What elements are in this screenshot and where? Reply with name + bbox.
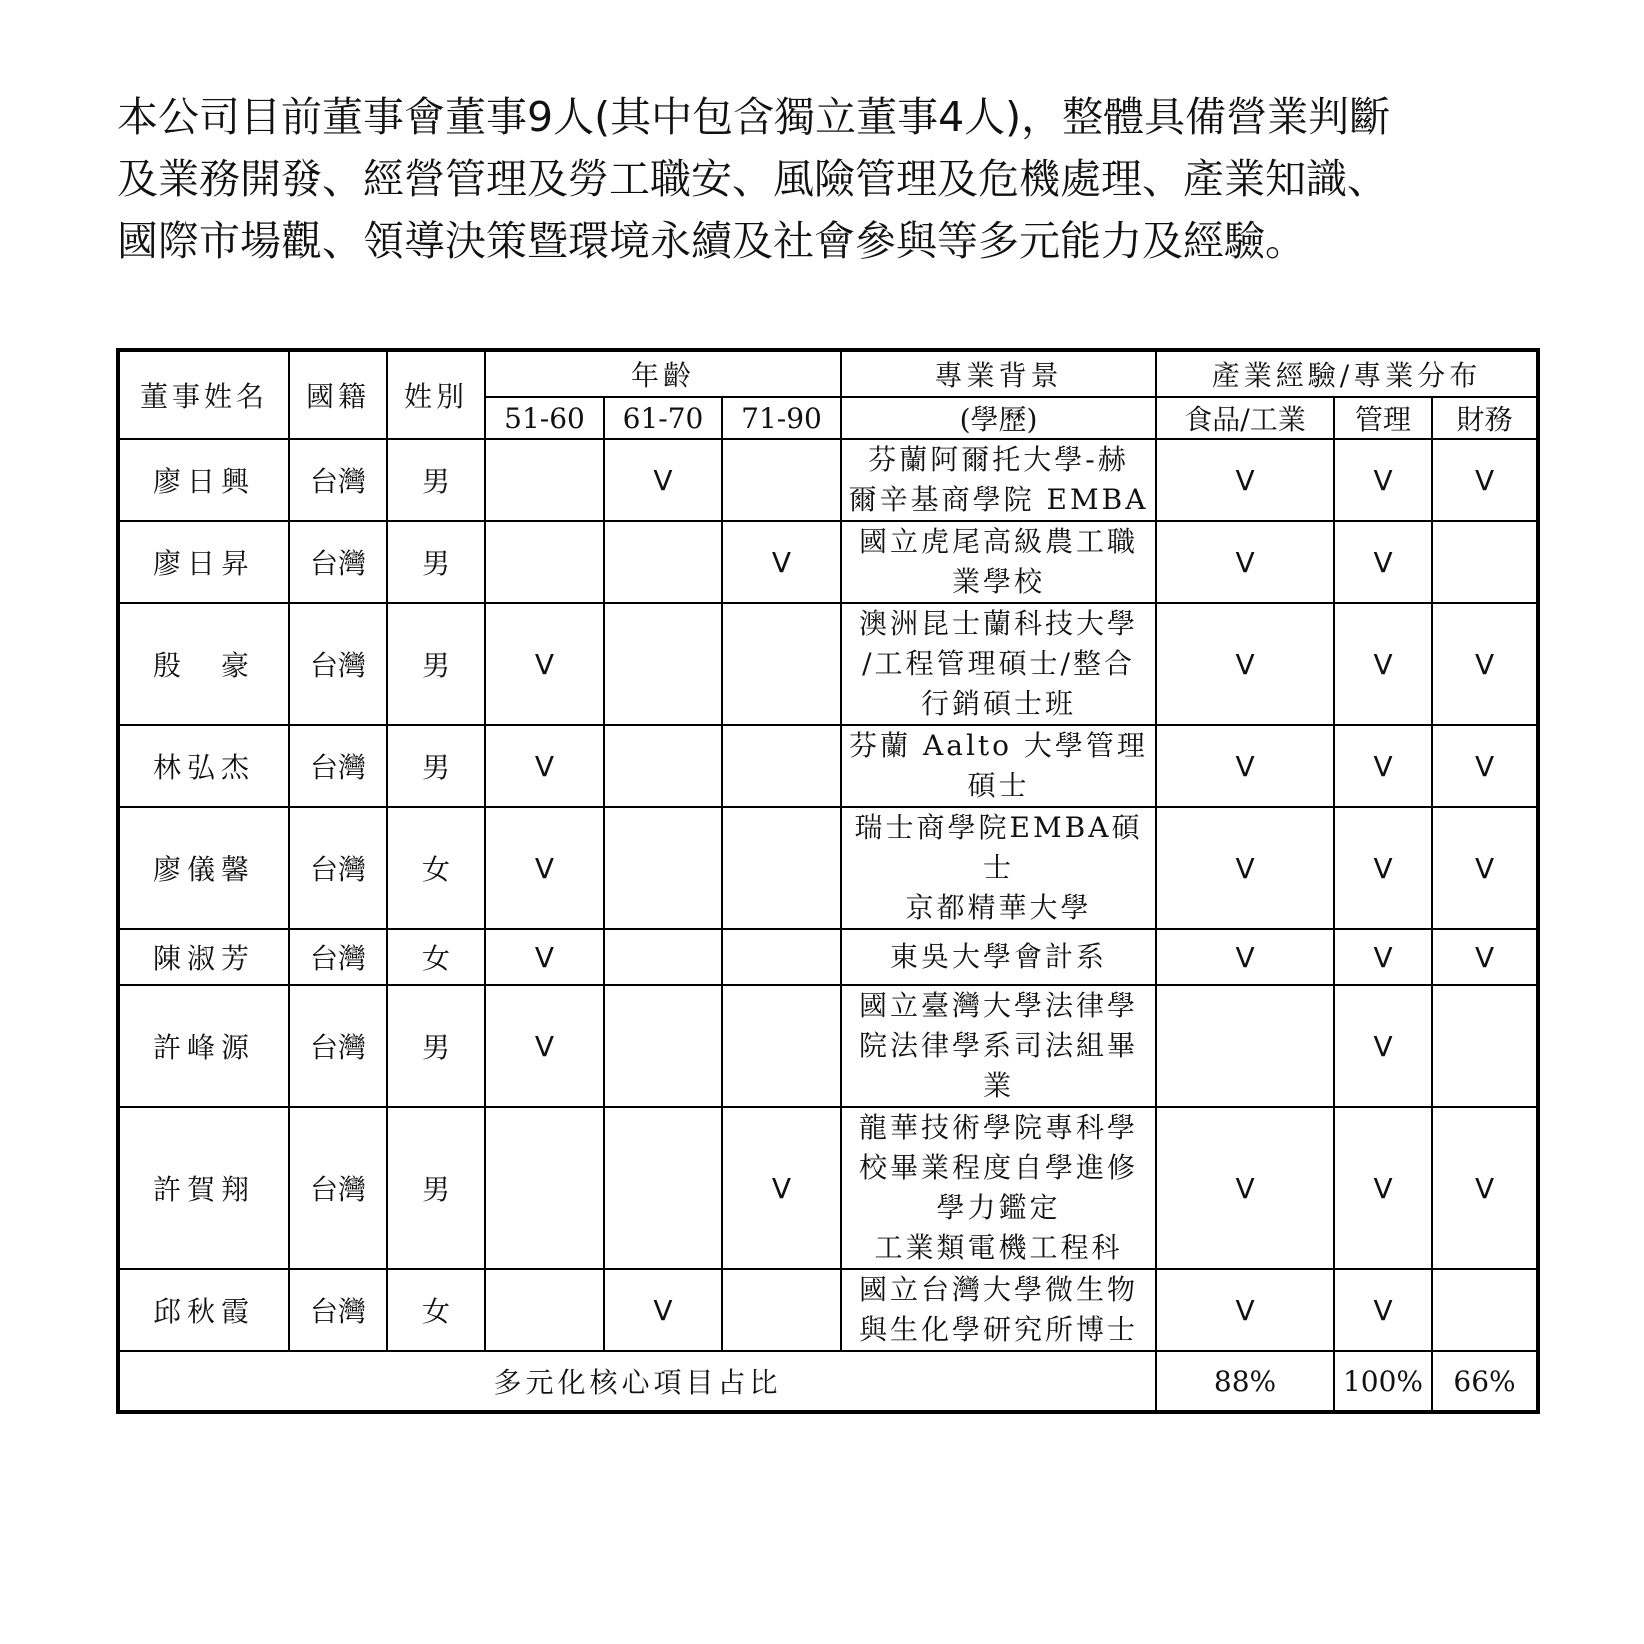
- food-industry-mark: V: [1156, 725, 1334, 807]
- header-management: 管理: [1334, 397, 1432, 439]
- header-gender: 姓別: [387, 350, 485, 439]
- management-mark: V: [1334, 521, 1432, 603]
- age-51-60-mark: V: [485, 807, 604, 929]
- finance-mark: V: [1432, 725, 1538, 807]
- table-row: [118, 725, 1538, 807]
- gender-cell: 男: [387, 521, 485, 603]
- finance-mark: V: [1432, 603, 1538, 725]
- intro-line-3: 國際市場觀、領導決策暨環境永續及社會參與等多元能力及經驗。: [117, 217, 1306, 265]
- age-71-90-mark: [722, 985, 841, 1107]
- age-71-90-mark: V: [722, 1107, 841, 1269]
- age-71-90-mark: [722, 725, 841, 807]
- header-background: 專業背景: [841, 350, 1156, 397]
- nationality-cell: 台灣: [289, 521, 387, 603]
- nationality-cell: 台灣: [289, 1107, 387, 1269]
- director-name: 許峰源: [118, 985, 289, 1107]
- finance-mark: [1432, 1269, 1538, 1351]
- age-61-70-mark: [604, 521, 722, 603]
- header-food-industry: 食品/工業: [1156, 397, 1334, 439]
- intro-line-1: 本公司目前董事會董事9人(其中包含獨立董事4人)，整體具備營業判斷: [117, 93, 1391, 141]
- education-cell: 國立台灣大學微生物 與生化學研究所博士: [841, 1269, 1156, 1351]
- gender-cell: 女: [387, 1269, 485, 1351]
- management-mark: V: [1334, 985, 1432, 1107]
- age-61-70-mark: [604, 807, 722, 929]
- header-background-sub: (學歷): [841, 397, 1156, 439]
- director-name: 邱秋霞: [118, 1269, 289, 1351]
- gender-cell: 男: [387, 439, 485, 521]
- age-51-60-mark: [485, 521, 604, 603]
- header-age-71-90: 71-90: [722, 397, 841, 439]
- age-61-70-mark: V: [604, 439, 722, 521]
- finance-pct: 66%: [1432, 1351, 1538, 1412]
- finance-mark: V: [1432, 1107, 1538, 1269]
- table-row: [118, 521, 1538, 603]
- header-age-51-60: 51-60: [485, 397, 604, 439]
- age-51-60-mark: V: [485, 985, 604, 1107]
- age-71-90-mark: [722, 1269, 841, 1351]
- education-cell: 東吳大學會計系: [841, 929, 1156, 985]
- table-row: [118, 1269, 1538, 1351]
- age-61-70-mark: [604, 985, 722, 1107]
- age-51-60-mark: V: [485, 603, 604, 725]
- age-51-60-mark: V: [485, 725, 604, 807]
- management-mark: V: [1334, 725, 1432, 807]
- food-industry-mark: V: [1156, 1269, 1334, 1351]
- education-cell: 芬蘭阿爾托大學-赫 爾辛基商學院 EMBA: [841, 439, 1156, 521]
- table-row: [118, 985, 1538, 1107]
- food-industry-mark: V: [1156, 1107, 1334, 1269]
- nationality-cell: 台灣: [289, 603, 387, 725]
- age-71-90-mark: [722, 603, 841, 725]
- nationality-cell: 台灣: [289, 929, 387, 985]
- header-experience: 產業經驗/專業分布: [1156, 350, 1538, 397]
- header-age: 年齡: [485, 350, 841, 397]
- food-industry-mark: V: [1156, 807, 1334, 929]
- management-mark: V: [1334, 929, 1432, 985]
- education-cell: 國立虎尾高級農工職 業學校: [841, 521, 1156, 603]
- age-61-70-mark: [604, 929, 722, 985]
- age-71-90-mark: [722, 807, 841, 929]
- director-name: 許賀翔: [118, 1107, 289, 1269]
- age-71-90-mark: [722, 929, 841, 985]
- gender-cell: 男: [387, 725, 485, 807]
- education-cell: 瑞士商學院EMBA碩士 京都精華大學: [841, 807, 1156, 929]
- age-51-60-mark: [485, 1269, 604, 1351]
- food-industry-mark: V: [1156, 521, 1334, 603]
- gender-cell: 男: [387, 603, 485, 725]
- age-51-60-mark: [485, 1107, 604, 1269]
- table-row: [118, 603, 1538, 725]
- age-61-70-mark: [604, 1107, 722, 1269]
- age-71-90-mark: V: [722, 521, 841, 603]
- food-industry-mark: V: [1156, 603, 1334, 725]
- age-51-60-mark: V: [485, 929, 604, 985]
- education-cell: 國立臺灣大學法律學 院法律學系司法組畢 業: [841, 985, 1156, 1107]
- management-mark: V: [1334, 1269, 1432, 1351]
- food-industry-pct: 88%: [1156, 1351, 1334, 1412]
- management-mark: V: [1334, 603, 1432, 725]
- finance-mark: [1432, 985, 1538, 1107]
- intro-paragraph: [117, 86, 1537, 272]
- director-name: 廖儀馨: [118, 807, 289, 929]
- table-row: [118, 929, 1538, 985]
- nationality-cell: 台灣: [289, 439, 387, 521]
- intro-line-2: 及業務開發、經營管理及勞工職安、風險管理及危機處理、產業知識、: [117, 155, 1388, 203]
- gender-cell: 男: [387, 1107, 485, 1269]
- nationality-cell: 台灣: [289, 985, 387, 1107]
- education-cell: 芬蘭 Aalto 大學管理 碩士: [841, 725, 1156, 807]
- finance-mark: [1432, 521, 1538, 603]
- header-age-61-70: 61-70: [604, 397, 722, 439]
- gender-cell: 男: [387, 985, 485, 1107]
- management-mark: V: [1334, 807, 1432, 929]
- management-pct: 100%: [1334, 1351, 1432, 1412]
- table-row: [118, 807, 1538, 929]
- director-name: 廖日昇: [118, 521, 289, 603]
- header-finance: 財務: [1432, 397, 1538, 439]
- gender-cell: 女: [387, 807, 485, 929]
- director-name: 廖日興: [118, 439, 289, 521]
- age-61-70-mark: [604, 603, 722, 725]
- finance-mark: V: [1432, 439, 1538, 521]
- director-name: 殷 豪: [118, 603, 289, 725]
- education-cell: 龍華技術學院專科學 校畢業程度自學進修 學力鑑定 工業類電機工程科: [841, 1107, 1156, 1269]
- finance-mark: V: [1432, 807, 1538, 929]
- nationality-cell: 台灣: [289, 807, 387, 929]
- table-footer-row: [118, 1351, 1538, 1412]
- finance-mark: V: [1432, 929, 1538, 985]
- age-61-70-mark: [604, 725, 722, 807]
- management-mark: V: [1334, 439, 1432, 521]
- education-cell: 澳洲昆士蘭科技大學 /工程管理碩士/整合 行銷碩士班: [841, 603, 1156, 725]
- nationality-cell: 台灣: [289, 1269, 387, 1351]
- food-industry-mark: [1156, 985, 1334, 1107]
- gender-cell: 女: [387, 929, 485, 985]
- food-industry-mark: V: [1156, 439, 1334, 521]
- age-61-70-mark: V: [604, 1269, 722, 1351]
- food-industry-mark: V: [1156, 929, 1334, 985]
- nationality-cell: 台灣: [289, 725, 387, 807]
- header-nationality: 國籍: [289, 350, 387, 439]
- diversity-ratio-label: 多元化核心項目占比: [118, 1351, 1156, 1412]
- board-diversity-table: [116, 348, 1540, 1414]
- director-name: 林弘杰: [118, 725, 289, 807]
- management-mark: V: [1334, 1107, 1432, 1269]
- age-71-90-mark: [722, 439, 841, 521]
- table-row: [118, 1107, 1538, 1269]
- table-row: [118, 439, 1538, 521]
- header-director-name: 董事姓名: [118, 350, 289, 439]
- age-51-60-mark: [485, 439, 604, 521]
- director-name: 陳淑芳: [118, 929, 289, 985]
